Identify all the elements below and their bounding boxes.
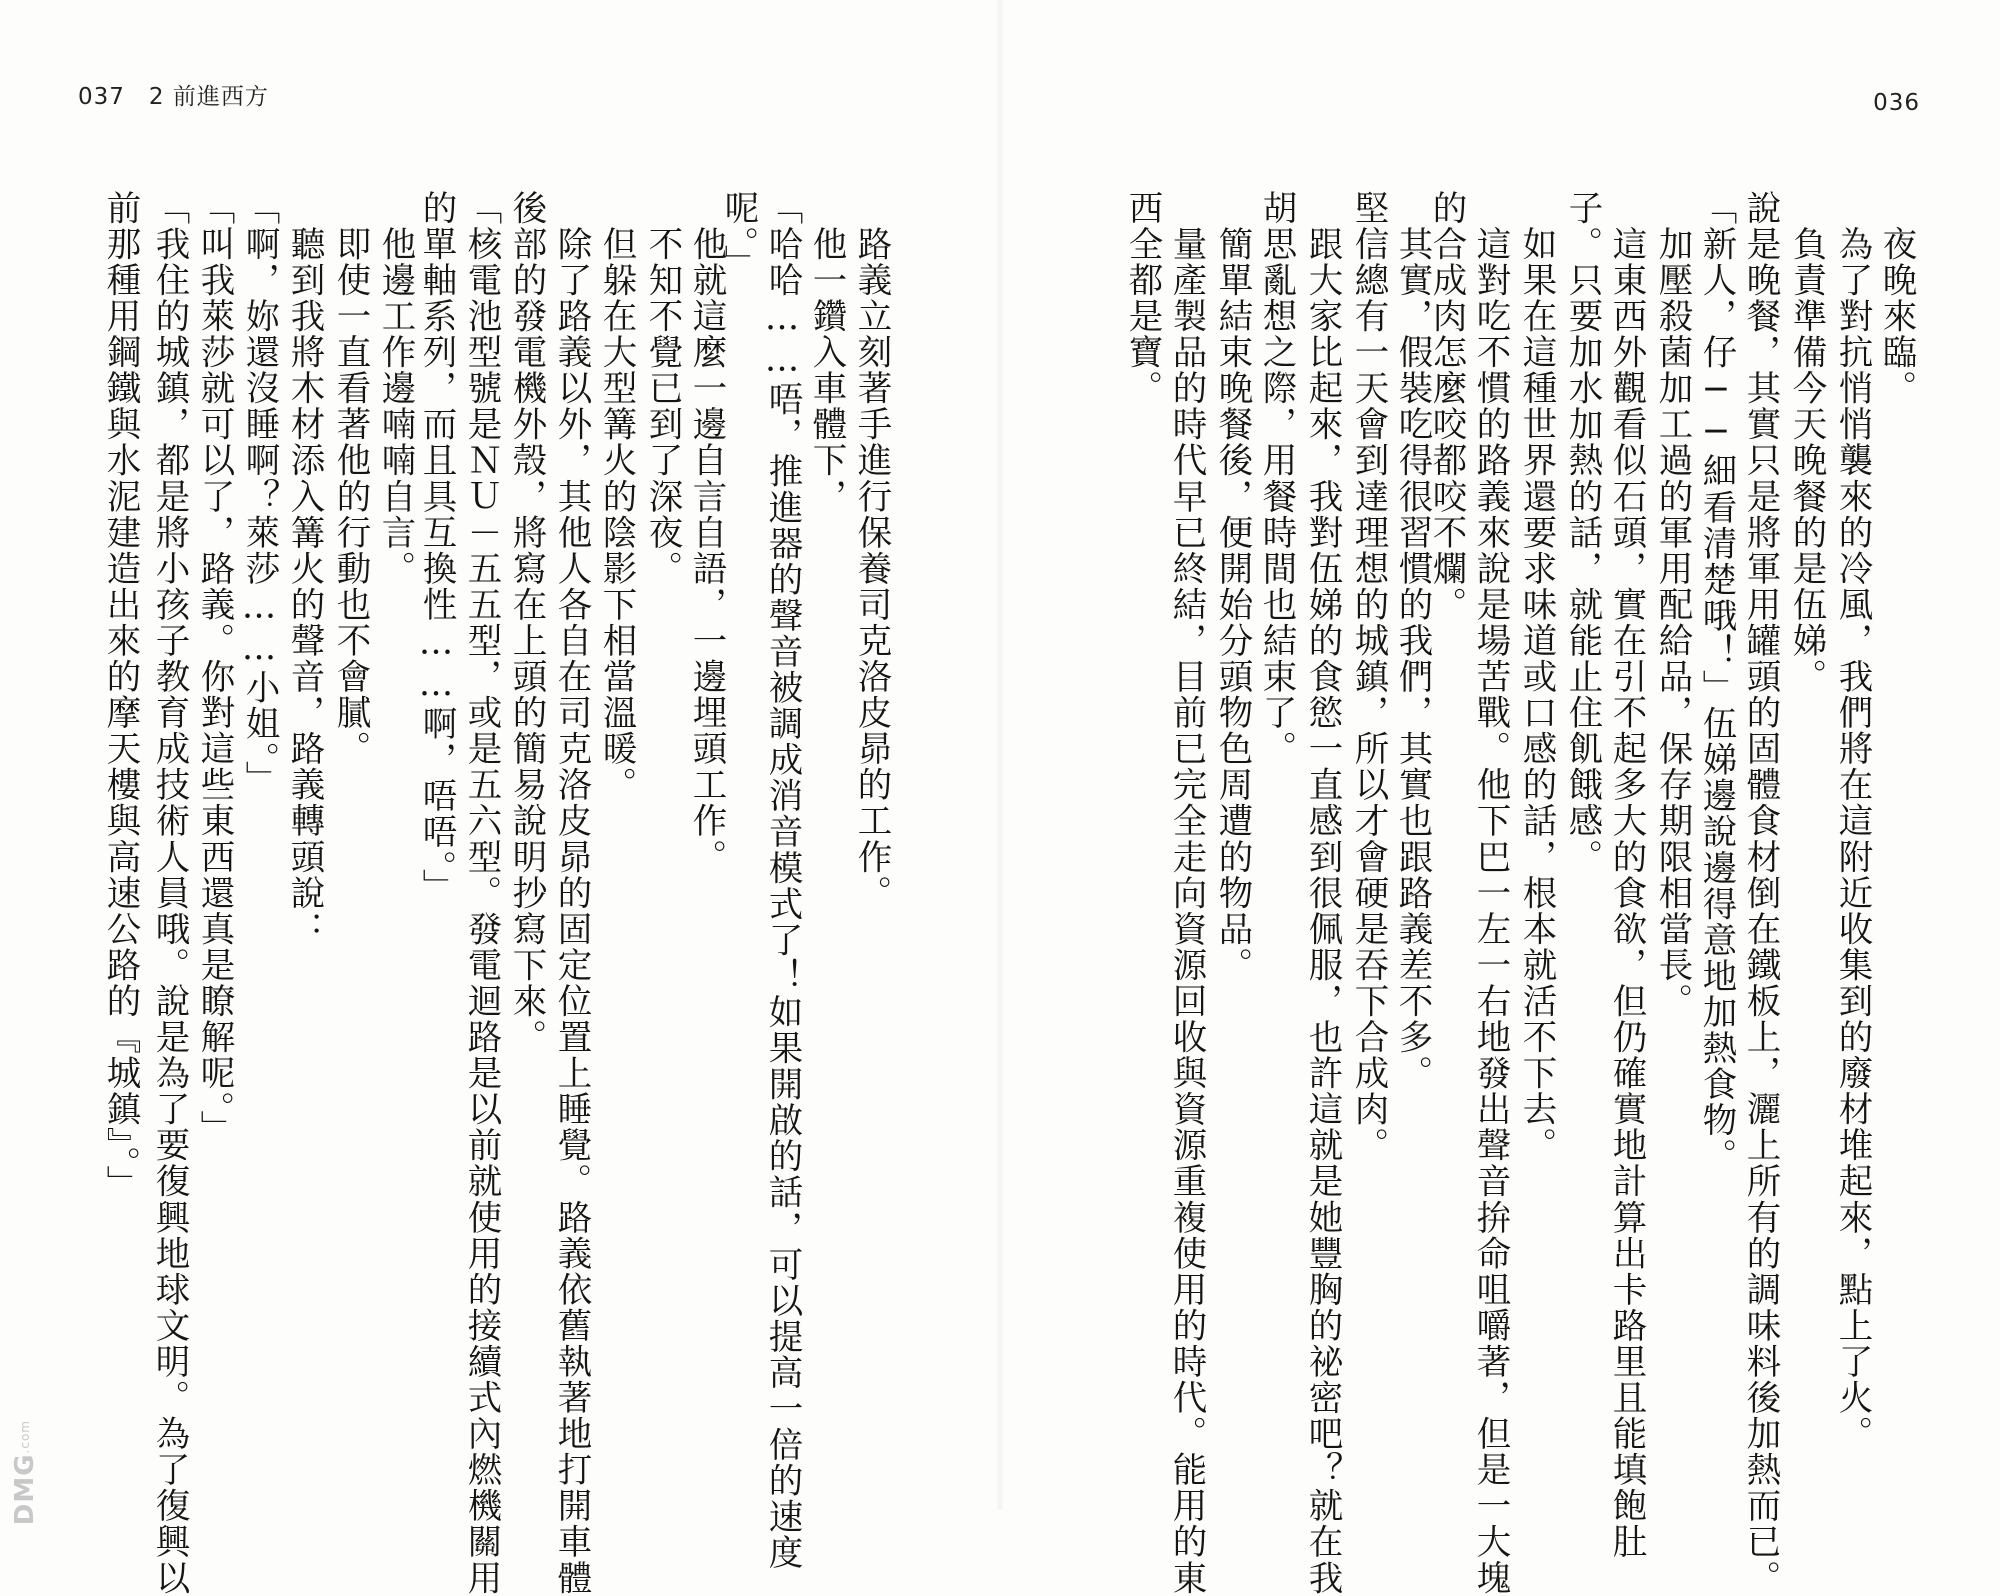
text-line: 「核電池型號是ＮＵ－五五型，或是五六型。發電迴路是以前就使用的接續式內燃機關用 (461, 190, 501, 1596)
text-line: 這對吃不慣的路義來說是場苦戰。他下巴一左一右地發出聲音拚命咀嚼著，但是一大塊 (1470, 190, 1510, 1596)
text-line: 但躲在大型篝火的陰影下相當溫暖。 (596, 190, 636, 803)
running-header: 2 前進西方 (148, 84, 269, 110)
text-line: 前那種用鋼鐵與水泥建造出來的摩天樓與高速公路的『城鎮』。」 (100, 190, 140, 1201)
text-line: 說是晚餐，其實只是將軍用罐頭的固體食材倒在鐵板上，灑上所有的調味料後加熱而已。 (1740, 190, 1780, 1596)
right-page-text (1000, 0, 2000, 1596)
text-line: 的合成肉怎麼咬都咬不爛。 (1426, 190, 1466, 623)
text-line: 聽到我將木材添入篝火的聲音，路義轉頭說： (284, 190, 324, 948)
text-line: 即使一直看著他的行動也不會膩。 (330, 190, 370, 767)
text-line: 他邊工作邊喃喃自言。 (375, 190, 415, 587)
text-line: 呢。」 (718, 190, 758, 281)
text-line: 跟大家比起來，我對伍娣的食慾一直感到很佩服，也許這就是她豐胸的祕密吧？就在我 (1302, 190, 1342, 1596)
text-line: 簡單結束晚餐後，便開始分頭物色周遭的物品。 (1212, 190, 1252, 984)
text-line: 這東西外觀看似石頭，實在引不起多大的食欲，但仍確實地計算出卡路里且能填飽肚 (1606, 190, 1646, 1560)
text-line: 其實，假裝吃得很習慣的我們，其實也跟路義差不多。 (1392, 190, 1432, 1092)
right-page-number: 036 (1873, 90, 1920, 116)
right-page (1000, 0, 2000, 1596)
text-line: 的單軸系列，而且具互換性……啊，唔唔。」 (416, 190, 456, 905)
text-line: 加壓殺菌加工過的軍用配給品，保存期限相當長。 (1652, 190, 1692, 1020)
text-line: 「新人，仔──細看清楚哦！」伍娣邊說邊得意地加熱食物。 (1696, 190, 1736, 1175)
text-line: 負責準備今天晚餐的是伍娣。 (1786, 190, 1826, 695)
text-line: 路義立刻著手進行保養司克洛皮昴的工作。 (851, 190, 891, 911)
text-line: 後部的發電機外殼，將寫在上頭的簡易說明抄寫下來。 (506, 190, 546, 1056)
text-line: 「我住的城鎮，都是將小孩子教育成技術人員哦。說是為了要復興地球文明。為了復興以 (149, 190, 189, 1596)
watermark-logo: DMG.com (10, 1420, 40, 1526)
text-line: 為了對抗悄悄襲來的冷風，我們將在這附近收集到的廢材堆起來，點上了火。 (1832, 190, 1872, 1452)
text-line: 不知不覺已到了深夜。 (642, 190, 682, 587)
text-line: 夜晚來臨。 (1876, 190, 1916, 407)
left-page-number: 037 (78, 84, 125, 110)
text-line: 他一鑽入車體下， (806, 190, 846, 515)
text-line: 「叫我萊莎就可以了，路義。你對這些東西還真是瞭解呢。」 (194, 190, 234, 1147)
text-line: 西全都是寶。 (1122, 190, 1162, 407)
text-line: 他就這麼一邊自言自語，一邊埋頭工作。 (686, 190, 726, 875)
text-line: 量產製品的時代早已終結，目前已完全走向資源回收與資源重複使用的時代。能用的東 (1166, 190, 1206, 1596)
text-line: 胡思亂想之際，用餐時間也結束了。 (1256, 190, 1296, 767)
text-line: 「哈哈……唔，推進器的聲音被調成消音模式了！如果開啟的話，可以提高一倍的速度 (762, 190, 802, 1571)
text-line: 子。只要加水加熱的話，就能止住飢餓感。 (1562, 190, 1602, 875)
text-line: 堅信總有一天會到達理想的城鎮，所以才會硬是吞下合成肉。 (1348, 190, 1388, 1164)
text-line: 除了路義以外，其他人各自在司克洛皮昴的固定位置上睡覺。路義依舊執著地打開車體 (551, 190, 591, 1596)
text-line: 「啊，妳還沒睡啊？萊莎……小姐。」 (239, 190, 279, 797)
text-line: 如果在這種世界還要求味道或口感的話，根本就活不下去。 (1516, 190, 1556, 1164)
